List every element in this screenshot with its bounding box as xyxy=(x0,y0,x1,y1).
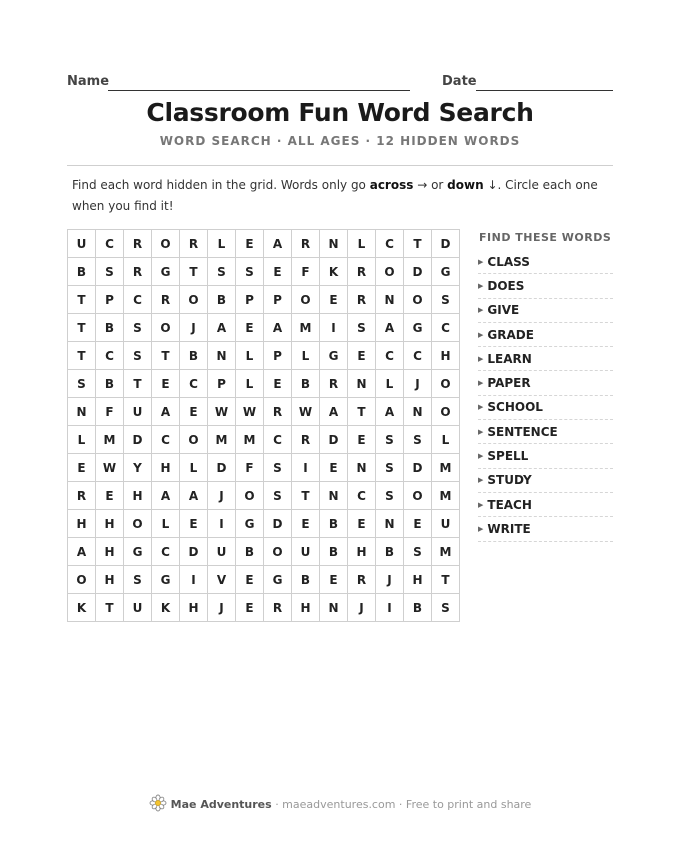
grid-cell[interactable]: D xyxy=(180,538,208,566)
word-list-item xyxy=(478,517,613,541)
word-list-item xyxy=(478,274,613,298)
grid-cell[interactable]: L xyxy=(68,426,96,454)
grid-cell[interactable]: G xyxy=(264,566,292,594)
grid-cell[interactable]: T xyxy=(404,230,432,258)
grid-cell[interactable]: G xyxy=(236,510,264,538)
grid-cell[interactable]: M xyxy=(96,426,124,454)
grid-cell[interactable]: L xyxy=(152,510,180,538)
grid-cell[interactable]: E xyxy=(236,314,264,342)
grid-cell[interactable]: C xyxy=(96,230,124,258)
grid-cell[interactable]: W xyxy=(96,454,124,482)
grid-cell[interactable]: C xyxy=(376,342,404,370)
word-label: DOES xyxy=(487,278,525,293)
grid-cell[interactable]: W xyxy=(236,398,264,426)
grid-cell[interactable]: G xyxy=(152,566,180,594)
grid-cell[interactable]: S xyxy=(432,286,460,314)
grid-cell[interactable]: R xyxy=(124,230,152,258)
grid-cell[interactable]: I xyxy=(292,454,320,482)
grid-cell[interactable]: G xyxy=(320,342,348,370)
grid-cell[interactable]: C xyxy=(96,342,124,370)
grid-cell[interactable]: I xyxy=(180,566,208,594)
grid-cell[interactable]: U xyxy=(124,594,152,622)
grid-cell[interactable]: A xyxy=(376,314,404,342)
grid-cell[interactable]: N xyxy=(348,454,376,482)
grid-cell[interactable]: O xyxy=(180,426,208,454)
grid-cell[interactable]: D xyxy=(432,230,460,258)
word-label: GIVE xyxy=(487,303,520,318)
grid-cell[interactable]: U xyxy=(124,398,152,426)
grid-cell[interactable]: A xyxy=(152,398,180,426)
grid-cell[interactable]: B xyxy=(376,538,404,566)
grid-cell[interactable]: T xyxy=(68,286,96,314)
grid-cell[interactable]: M xyxy=(432,482,460,510)
grid-cell[interactable]: N xyxy=(320,594,348,622)
grid-cell[interactable]: Y xyxy=(124,454,152,482)
grid-cell[interactable]: O xyxy=(152,230,180,258)
grid-cell[interactable]: O xyxy=(68,566,96,594)
word-list-item xyxy=(478,347,613,371)
grid-cell[interactable]: C xyxy=(376,230,404,258)
triangle-icon: ▶ xyxy=(478,306,484,315)
grid-cell[interactable]: B xyxy=(180,342,208,370)
grid-cell[interactable]: O xyxy=(376,258,404,286)
grid-cell[interactable]: A xyxy=(376,398,404,426)
grid-cell[interactable]: M xyxy=(292,314,320,342)
grid-cell[interactable]: O xyxy=(264,538,292,566)
grid-cell[interactable]: E xyxy=(236,594,264,622)
word-list-item xyxy=(478,299,613,323)
word-label: STUDY xyxy=(487,473,532,488)
grid-cell[interactable]: R xyxy=(292,230,320,258)
grid-cell[interactable]: J xyxy=(180,314,208,342)
grid-cell[interactable]: T xyxy=(152,342,180,370)
grid-cell[interactable]: P xyxy=(264,286,292,314)
grid-cell[interactable]: U xyxy=(208,538,236,566)
word-label: CLASS xyxy=(487,254,530,269)
grid-cell[interactable]: H xyxy=(96,566,124,594)
word-label: LEARN xyxy=(487,351,532,366)
grid-cell[interactable]: M xyxy=(432,454,460,482)
word-label: GRADE xyxy=(487,327,534,342)
page-subtitle: WORD SEARCH · ALL AGES · 12 HIDDEN WORDS xyxy=(159,134,521,148)
grid-cell[interactable]: D xyxy=(208,454,236,482)
triangle-icon: ▶ xyxy=(478,379,484,388)
triangle-icon: ▶ xyxy=(478,476,484,485)
word-list-item xyxy=(478,493,613,517)
triangle-icon: ▶ xyxy=(478,354,484,363)
grid-cell[interactable]: B xyxy=(96,314,124,342)
grid-cell[interactable]: I xyxy=(376,594,404,622)
grid-cell[interactable]: M xyxy=(432,538,460,566)
grid-cell[interactable]: G xyxy=(432,258,460,286)
grid-cell[interactable]: O xyxy=(432,398,460,426)
grid-cell[interactable]: T xyxy=(292,482,320,510)
footer xyxy=(0,794,680,815)
grid-cell[interactable]: O xyxy=(404,286,432,314)
grid-cell[interactable]: T xyxy=(348,398,376,426)
grid-cell[interactable]: R xyxy=(180,230,208,258)
grid-cell[interactable]: S xyxy=(432,594,460,622)
grid-cell[interactable]: S xyxy=(376,482,404,510)
instructions-text-2: → or xyxy=(413,178,448,192)
grid-cell[interactable]: C xyxy=(432,314,460,342)
instructions-text-1: Find each word hidden in the grid. Words only go xyxy=(72,178,370,192)
grid-cell[interactable]: B xyxy=(208,286,236,314)
grid-cell[interactable]: H xyxy=(348,538,376,566)
grid-cell[interactable]: H xyxy=(152,454,180,482)
triangle-icon: ▶ xyxy=(478,281,484,290)
grid-cell[interactable]: N xyxy=(376,286,404,314)
grid-cell[interactable]: F xyxy=(292,258,320,286)
grid-cell[interactable]: R xyxy=(152,286,180,314)
grid-cell[interactable]: R xyxy=(348,566,376,594)
word-label: PAPER xyxy=(487,376,531,391)
triangle-icon: ▶ xyxy=(478,403,484,412)
grid-cell[interactable]: G xyxy=(404,314,432,342)
grid-cell[interactable]: O xyxy=(180,286,208,314)
grid-cell[interactable]: J xyxy=(404,370,432,398)
word-list-item xyxy=(478,250,613,274)
grid-cell[interactable]: S xyxy=(264,454,292,482)
grid-cell[interactable]: R xyxy=(68,482,96,510)
grid-cell[interactable]: D xyxy=(320,426,348,454)
instructions-down: down xyxy=(447,178,484,192)
grid-cell[interactable]: O xyxy=(236,482,264,510)
grid-cell[interactable]: L xyxy=(236,342,264,370)
word-label: TEACH xyxy=(487,497,532,512)
name-date-row xyxy=(67,74,613,94)
word-list-item xyxy=(478,420,613,444)
grid-cell[interactable]: C xyxy=(152,426,180,454)
grid-cell[interactable]: E xyxy=(320,566,348,594)
grid-cell[interactable]: G xyxy=(124,538,152,566)
page-title: Classroom Fun Word Search xyxy=(146,98,534,127)
grid-cell[interactable]: P xyxy=(208,370,236,398)
grid-cell[interactable]: D xyxy=(264,510,292,538)
grid-cell[interactable]: B xyxy=(292,566,320,594)
grid-cell[interactable]: H xyxy=(292,594,320,622)
grid-cell[interactable]: R xyxy=(264,398,292,426)
grid-cell[interactable]: L xyxy=(208,230,236,258)
grid-cell[interactable]: R xyxy=(348,258,376,286)
grid-cell[interactable]: T xyxy=(124,370,152,398)
grid-cell[interactable]: R xyxy=(124,258,152,286)
grid-cell[interactable]: T xyxy=(96,594,124,622)
footer-brand: Mae Adventures xyxy=(170,798,272,811)
grid-cell[interactable]: A xyxy=(152,482,180,510)
grid-cell[interactable]: A xyxy=(68,538,96,566)
grid-cell[interactable]: K xyxy=(68,594,96,622)
grid-cell[interactable]: A xyxy=(320,398,348,426)
grid-cell[interactable]: H xyxy=(68,510,96,538)
grid-cell[interactable]: L xyxy=(432,426,460,454)
date-label: Date xyxy=(442,74,477,89)
grid-cell[interactable]: U xyxy=(68,230,96,258)
grid-cell[interactable]: G xyxy=(152,258,180,286)
grid-cell[interactable]: W xyxy=(292,398,320,426)
grid-cell[interactable]: S xyxy=(264,482,292,510)
grid-cell[interactable]: L xyxy=(348,230,376,258)
grid-cell[interactable]: O xyxy=(404,482,432,510)
word-list-item xyxy=(478,469,613,493)
grid-cell[interactable]: S xyxy=(208,258,236,286)
grid-cell[interactable]: B xyxy=(292,370,320,398)
grid-cell[interactable]: S xyxy=(376,454,404,482)
word-list xyxy=(478,250,613,542)
grid-cell[interactable]: B xyxy=(236,538,264,566)
grid-cell[interactable]: N xyxy=(320,482,348,510)
grid-cell[interactable]: P xyxy=(236,286,264,314)
grid-cell[interactable]: P xyxy=(96,286,124,314)
grid-cell[interactable]: C xyxy=(264,426,292,454)
word-label: SPELL xyxy=(487,449,529,464)
grid-cell[interactable]: L xyxy=(376,370,404,398)
grid-cell[interactable]: C xyxy=(124,286,152,314)
grid-cell[interactable]: S xyxy=(68,370,96,398)
word-list-item xyxy=(478,396,613,420)
triangle-icon: ▶ xyxy=(478,500,484,509)
grid-cell[interactable]: U xyxy=(432,510,460,538)
grid-cell[interactable]: S xyxy=(96,258,124,286)
grid-cell[interactable]: F xyxy=(236,454,264,482)
grid-cell[interactable]: P xyxy=(264,342,292,370)
grid-cell[interactable]: J xyxy=(208,594,236,622)
grid-cell[interactable]: U xyxy=(292,538,320,566)
grid-cell[interactable]: B xyxy=(320,538,348,566)
grid-cell[interactable]: E xyxy=(264,370,292,398)
word-list-item xyxy=(478,323,613,347)
grid-cell[interactable]: T xyxy=(68,314,96,342)
triangle-icon: ▶ xyxy=(478,257,484,266)
grid-cell[interactable]: N xyxy=(68,398,96,426)
word-list-title: FIND THESE WORDS xyxy=(479,231,612,244)
grid-cell[interactable]: K xyxy=(152,594,180,622)
grid-cell[interactable]: C xyxy=(348,482,376,510)
grid-cell[interactable]: I xyxy=(320,314,348,342)
grid-cell[interactable]: S xyxy=(236,258,264,286)
flower-icon xyxy=(149,794,167,815)
letter-grid xyxy=(67,229,460,622)
grid-cell[interactable]: S xyxy=(404,426,432,454)
grid-cell[interactable]: A xyxy=(208,314,236,342)
word-label: SENTENCE xyxy=(487,424,558,439)
grid-cell[interactable]: E xyxy=(180,510,208,538)
grid-cell[interactable]: O xyxy=(432,370,460,398)
grid-cell[interactable]: V xyxy=(208,566,236,594)
grid-cell[interactable]: K xyxy=(320,258,348,286)
grid-cell[interactable]: E xyxy=(348,426,376,454)
grid-cell[interactable]: N xyxy=(348,370,376,398)
grid-cell[interactable]: E xyxy=(348,510,376,538)
grid-cell[interactable]: E xyxy=(264,258,292,286)
grid-cell[interactable]: R xyxy=(320,370,348,398)
word-list-item xyxy=(478,444,613,468)
triangle-icon: ▶ xyxy=(478,452,484,461)
grid-cell[interactable]: B xyxy=(320,510,348,538)
grid-cell[interactable]: E xyxy=(236,230,264,258)
date-line xyxy=(476,90,613,91)
triangle-icon: ▶ xyxy=(478,427,484,436)
grid-cell[interactable]: H xyxy=(432,342,460,370)
grid-cell[interactable]: E xyxy=(292,510,320,538)
grid-cell[interactable]: S xyxy=(376,426,404,454)
grid-cell[interactable]: B xyxy=(96,370,124,398)
word-label: SCHOOL xyxy=(487,400,543,415)
grid-cell[interactable]: I xyxy=(208,510,236,538)
grid-cell[interactable]: N xyxy=(404,398,432,426)
grid-cell[interactable]: R xyxy=(348,286,376,314)
grid-cell[interactable]: C xyxy=(404,342,432,370)
grid-cell[interactable]: E xyxy=(180,398,208,426)
grid-cell[interactable]: A xyxy=(264,314,292,342)
grid-cell[interactable]: N xyxy=(208,342,236,370)
grid-cell[interactable]: R xyxy=(292,426,320,454)
grid-cell[interactable]: N xyxy=(320,230,348,258)
grid-cell[interactable]: T xyxy=(180,258,208,286)
grid-cell[interactable]: D xyxy=(404,454,432,482)
name-label: Name xyxy=(67,74,110,89)
grid-cell[interactable]: E xyxy=(96,482,124,510)
grid-cell[interactable]: S xyxy=(404,538,432,566)
grid-cell[interactable]: D xyxy=(404,258,432,286)
grid-cell[interactable]: H xyxy=(404,566,432,594)
grid-cell[interactable]: E xyxy=(152,370,180,398)
grid-cell[interactable]: E xyxy=(348,342,376,370)
triangle-icon: ▶ xyxy=(478,524,484,533)
divider xyxy=(67,165,613,166)
grid-cell[interactable]: D xyxy=(124,426,152,454)
grid-cell[interactable]: E xyxy=(68,454,96,482)
grid-cell[interactable]: S xyxy=(124,342,152,370)
grid-cell[interactable]: A xyxy=(264,230,292,258)
grid-cell[interactable]: J xyxy=(348,594,376,622)
grid-cell[interactable]: S xyxy=(124,314,152,342)
grid-cell[interactable]: H xyxy=(124,482,152,510)
grid-cell[interactable]: L xyxy=(292,342,320,370)
instructions xyxy=(72,175,617,217)
name-line xyxy=(108,90,410,91)
grid-cell[interactable]: E xyxy=(236,566,264,594)
grid-cell[interactable]: L xyxy=(236,370,264,398)
grid-cell[interactable]: W xyxy=(208,398,236,426)
footer-tagline: · maeadventures.com · Free to print and share xyxy=(275,798,532,811)
grid-cell[interactable]: B xyxy=(404,594,432,622)
grid-cell[interactable]: C xyxy=(180,370,208,398)
grid-cell[interactable]: H xyxy=(180,594,208,622)
grid-cell[interactable]: O xyxy=(124,510,152,538)
grid-cell[interactable]: T xyxy=(68,342,96,370)
grid-cell[interactable]: R xyxy=(264,594,292,622)
grid-cell[interactable]: E xyxy=(404,510,432,538)
grid-cell[interactable]: T xyxy=(432,566,460,594)
grid-cell[interactable]: S xyxy=(348,314,376,342)
instructions-text-3: ↓. Circle each one when you find it! xyxy=(72,178,598,213)
grid-cell[interactable]: C xyxy=(152,538,180,566)
grid-cell[interactable]: O xyxy=(292,286,320,314)
grid-cell[interactable]: O xyxy=(152,314,180,342)
grid-cell[interactable]: F xyxy=(96,398,124,426)
grid-cell[interactable]: E xyxy=(320,454,348,482)
word-label: WRITE xyxy=(487,521,531,536)
grid-cell[interactable]: M xyxy=(236,426,264,454)
triangle-icon: ▶ xyxy=(478,330,484,339)
grid-cell[interactable]: N xyxy=(376,510,404,538)
instructions-across: across xyxy=(369,178,414,192)
grid-cell[interactable]: A xyxy=(180,482,208,510)
grid-cell[interactable]: E xyxy=(320,286,348,314)
grid-cell[interactable]: H xyxy=(96,538,124,566)
grid-cell[interactable]: J xyxy=(208,482,236,510)
grid-cell[interactable]: H xyxy=(96,510,124,538)
grid-cell[interactable]: S xyxy=(124,566,152,594)
grid-cell[interactable]: L xyxy=(180,454,208,482)
grid-cell[interactable]: J xyxy=(376,566,404,594)
grid-cell[interactable]: M xyxy=(208,426,236,454)
word-list-item xyxy=(478,371,613,395)
grid-cell[interactable]: B xyxy=(68,258,96,286)
